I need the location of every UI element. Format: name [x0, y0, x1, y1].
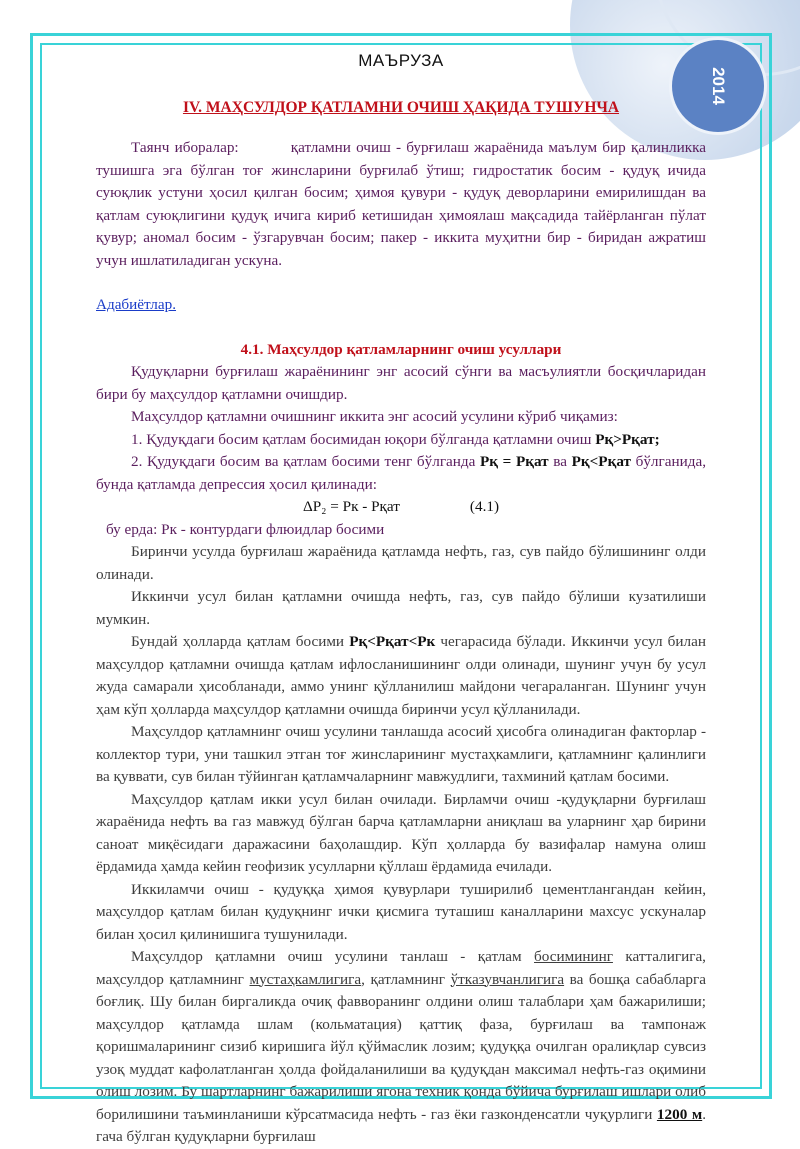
- pressure-range-text-b: чегарасида бўлади. Иккинчи усул билан маҳсулдор қатламни очишда қатлам ифлосланишининг олди олинади, шунинг учун бу усул жуда самарали ҳисобланади, аммо унинг қўлланилиш майдони чегараланган. Шунинг учун ҳам кўп ҳолларда маҳсулдор қатламни очишда биринчи усул қўлланилади.: [96, 633, 706, 718]
- keywords-paragraph: [96, 137, 706, 272]
- page-header-title: МАЪРУЗА: [358, 51, 444, 70]
- paragraph-two-ways: Маҳсулдор қатлам икки усул билан очилади. Бирламчи очиш -қудуқларни бурғилаш жараёнида нефть ва газ мавжуд бўлган барча қатламларни аниқлаш ва уларнинг ҳар бирини саноат миқёсидаги даражасини баҳолашдир. Кўп ҳолларда бу вазифалар намуна олиш ёрдамида ҳамда кейин геофизик усулларни қўллаш ёрдамида ечилади.: [96, 790, 706, 875]
- paragraph-secondary-opening: Иккиламчи очиш - қудуққа ҳимоя қувурлари туширилиб цементлангандан кейин, маҳсулдор қатлам билан қудуқнинг ички қисмига туташиш каналларини махсус ускуналар билан ҳосил қилинишига тушунилади.: [96, 880, 706, 943]
- pressure-range-text-a: Бундай ҳолларда қатлам босими: [131, 633, 350, 650]
- body-text: [96, 541, 706, 1149]
- selection-link-pressure[interactable]: босимининг: [534, 948, 613, 965]
- method-item-2: [96, 451, 706, 496]
- method-item-1: [96, 429, 706, 452]
- formula-number: (4.1): [469, 498, 500, 515]
- literature-link[interactable]: Адабиётлар.: [96, 296, 177, 313]
- paragraph-second-method: Иккинчи усул билан қатламни очишда нефть, газ, сув пайдо бўлиши кузатилиши мумкин.: [96, 588, 706, 628]
- method-item-2-mid: ва: [548, 453, 572, 470]
- method-item-1-formula: Pқ>Pқат;: [595, 430, 660, 448]
- method-item-1-text: 1. Қудуқдаги босим қатлам босимидан юқори бўлганда қатламни очиш: [131, 430, 596, 448]
- keywords-text: қатламни очиш - бурғилаш жараёнида маълум бир қалинликка тушишга эга бўлган тоғ жинсларини бурғилаб ўтиш; гидростатик босим - қудуқ ичида суюқлик устуни ҳосил қилган босим; ҳимоя қувури - қудуқ деворларини емирилишдан ва қатлам суюқлигини қудуқ ичига кириб кетишидан ҳимоялаш мақсадида тайёрланган пўлат қувур; аномал босим - ўзгарувчан босим; пакер - иккита муҳитни бир - биридан ажратиш учун ишлатиладиган ускуна.: [96, 139, 707, 269]
- selection-link-permeability[interactable]: ўтказувчанлигига: [450, 970, 565, 988]
- method-item-2-formula-1: Pқ = Pқат: [480, 453, 549, 470]
- document-body: [96, 50, 706, 1149]
- section-title: 4.1. Маҳсулдор қатламларнинг очиш усуллари: [240, 340, 562, 358]
- selection-depth-value: 1200 м: [656, 1105, 703, 1123]
- selection-text-e: . гача бўлган қудуқларни бурғилаш: [96, 1105, 706, 1145]
- selection-link-strength[interactable]: мустаҳкамлигига: [249, 970, 362, 988]
- paragraph-methods: Маҳсулдор қатламни очишнинг иккита энг асосий усулини кўриб чиқамиз:: [131, 408, 618, 425]
- keywords-label: Таянч иборалар:: [131, 139, 239, 156]
- selection-text-d: ва бошқа сабабларга боғлиқ. Шу билан биргаликда очиқ фаввоpанинг олдини олиш талаблари ҳам бажарилиши; маҳсулдор қатламда шлам (кольматация) қаттиқ фаза, бурғилаш ва тампонаж қоришмаларининг сизиб киришига йўл қўймаслик лозим; қудуққа очилган оралиқлар сувсиз узоқ муддат кафолатланган ҳолда фойдаланилиши ва қудуқдан максимал нефть-газ оқимини олиш лозим. Бу шартларнинг бажарилиши ягона техник қонда бўйича бурғилаш ишлари олиб борилишини таъминланиши кўрсатмасида нефть - газ ёки газконденсатли чуқурлиги: [96, 970, 706, 1123]
- paragraph-pressure-range: [96, 631, 706, 721]
- selection-text-a: Маҳсулдор қатламни очиш усулини танлаш - қатлам: [131, 948, 535, 965]
- method-item-2-text-a: 2. Қудуқдаги босим ва қатлам босими тенг бўлганда: [131, 453, 481, 470]
- paragraph-factors: Маҳсулдор қатламнинг очиш усулини танлашда асосий ҳисобга олинадиган факторлар - коллектор тури, уни ташкил этган тоғ жинсларининг мустаҳкамлиги, қатламнинг қалинлиги ва қуввати, сув билан тўйинган қатламчаларнинг мавжудлиги, тахминий қатлам босими.: [96, 723, 706, 785]
- paragraph-method-selection: [96, 946, 706, 1149]
- year-label: 2014: [708, 67, 728, 105]
- paragraph-intro: Қудуқларни бурғилаш жараёнининг энг асосий сўнги ва масъулиятли босқичларидан бири бу маҳсулдор қатламни очишдир.: [96, 363, 706, 403]
- formula-line: [96, 496, 706, 519]
- chapter-title: IV. МАҲСУЛДОР ҚАТЛАМНИ ОЧИШ ҲАҚИДА ТУШУНЧА: [182, 98, 620, 116]
- method-item-2-text-b: бўлганида, бунда қатламда депрессия ҳосил қилинади:: [96, 453, 707, 493]
- formula-expression: ΔP₂ = Pк - Pқат: [302, 498, 400, 515]
- selection-text-c: , қатламнинг: [361, 970, 451, 988]
- paragraph-first-method: Биринчи усулда бурғилаш жараёнида қатламда нефть, газ, сув пайдо бўлишининг олди олинади.: [96, 543, 706, 583]
- method-item-2-formula-2: Pқ<Pқат: [571, 453, 631, 470]
- formula-where: бу ерда: Pк - контурдаги флюидлар босими: [106, 520, 385, 538]
- pressure-range-formula: Pқ<Pқат<Pк: [349, 633, 436, 650]
- selection-text-b: катталигига, маҳсулдор қатламнинг: [96, 948, 706, 988]
